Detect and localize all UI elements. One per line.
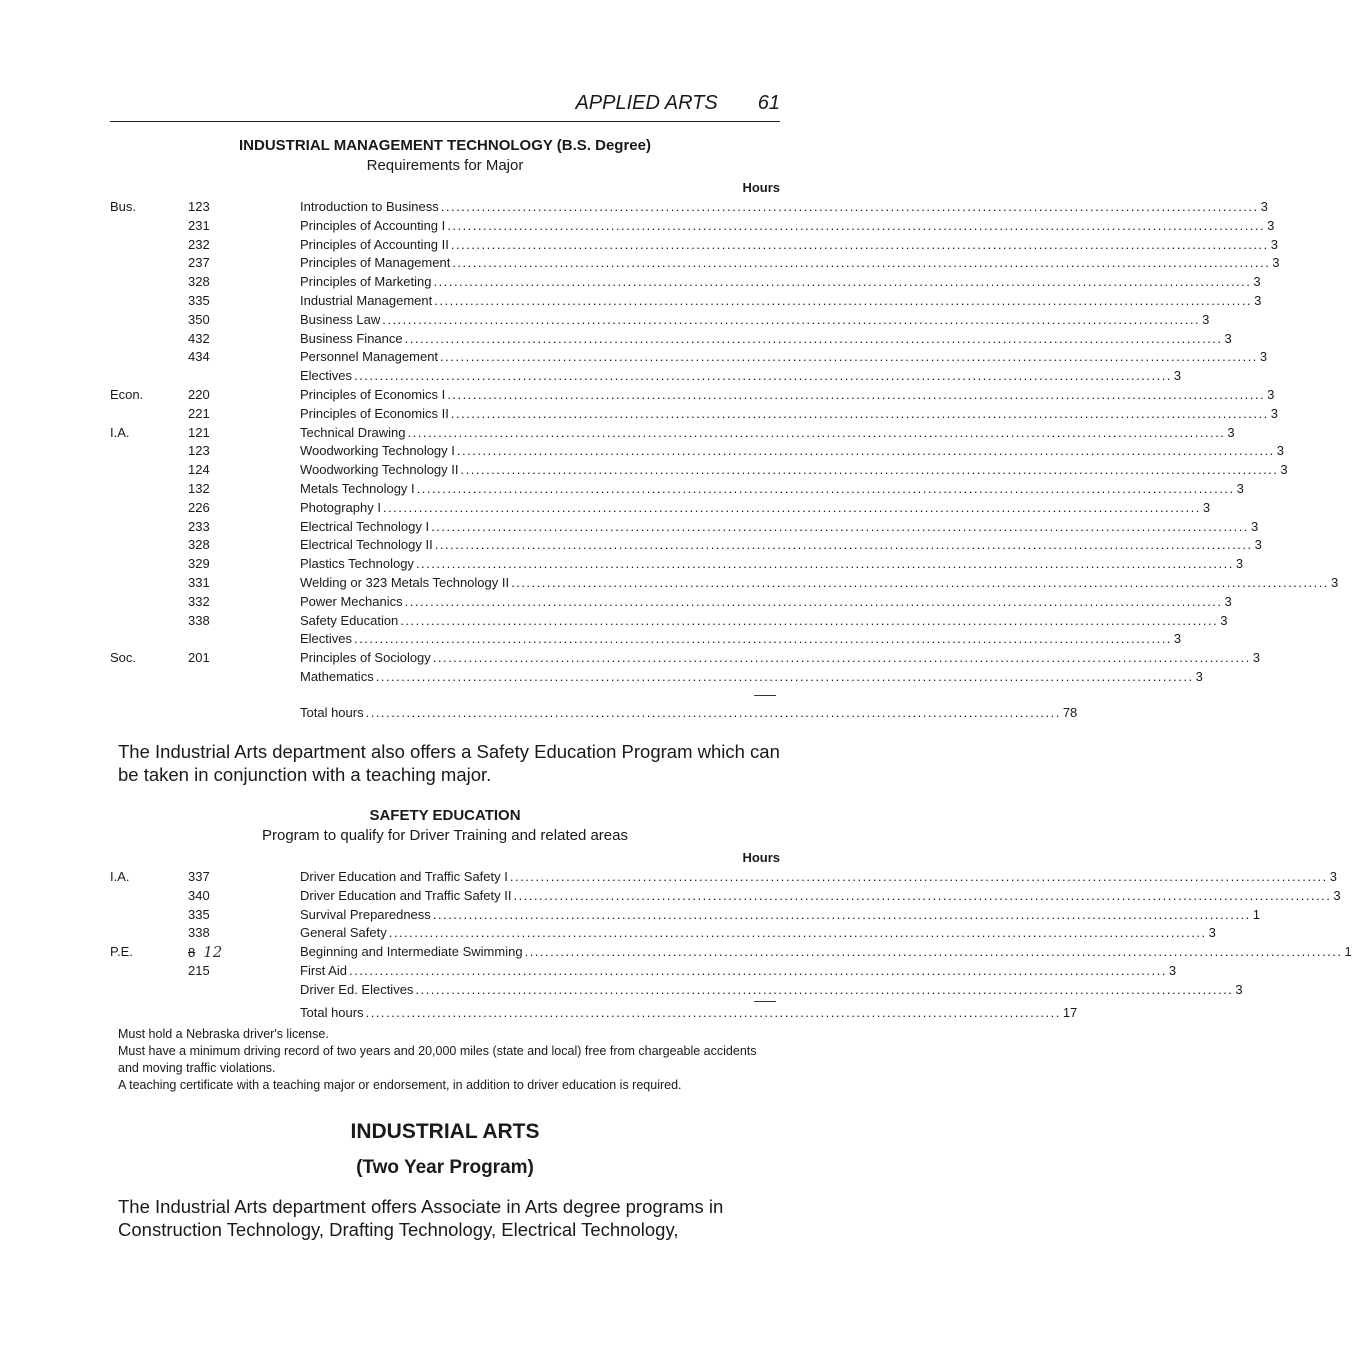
dot-leader: ................................................................................................................................................................ — [432, 650, 1251, 666]
course-entry — [300, 574, 1339, 593]
department-code: Econ. — [110, 386, 144, 402]
industrial-arts-subtitle: (Two Year Program) — [356, 1157, 534, 1178]
safety-total-rule — [754, 1001, 776, 1002]
course-title: Driver Ed. Electives — [300, 981, 414, 997]
imt-total-row: Total hours ........................................................................................................................................ 78 — [110, 704, 780, 723]
course-row — [110, 236, 1278, 255]
course-number-struck: 8 — [188, 945, 196, 961]
course-number: 221 — [188, 405, 210, 421]
course-number-handwritten: 12 — [203, 943, 223, 962]
credit-hours: 3 — [1276, 443, 1285, 459]
course-row — [110, 461, 1288, 480]
course-title: Metals Technology I — [300, 480, 415, 496]
course-entry — [300, 217, 1275, 236]
dot-leader: ................................................................................................................................................................ — [434, 537, 1253, 553]
course-number — [188, 943, 228, 963]
dot-leader: ................................................................................................................................................................ — [415, 556, 1234, 572]
credit-hours: 3 — [1252, 650, 1260, 666]
course-row — [110, 386, 1275, 405]
course-entry — [300, 236, 1278, 255]
course-number: 123 — [188, 443, 210, 459]
imt-total-label: Total hours — [300, 705, 364, 720]
imt-subtitle: Requirements for Major — [366, 157, 524, 174]
course-title: Safety Education — [300, 612, 399, 628]
credit-hours: 3 — [1333, 887, 1341, 903]
dot-leader: ................................................................................................................................................................ — [382, 499, 1201, 515]
course-entry — [300, 292, 1262, 311]
dot-leader: ................................................................................................................................................................ — [407, 424, 1226, 440]
course-number: 121 — [188, 424, 210, 440]
safety-course-table — [110, 868, 1352, 1000]
course-row — [110, 668, 1203, 687]
credit-hours: 3 — [1224, 330, 1232, 346]
dot-leader: ................................................................................................................................................................ — [388, 925, 1207, 941]
course-number: 328 — [188, 274, 210, 290]
credit-hours: 3 — [1195, 668, 1203, 684]
department-code: I.A. — [110, 869, 130, 884]
credit-hours: 3 — [1260, 199, 1268, 214]
department-code: I.A. — [110, 424, 130, 440]
course-number: 237 — [188, 255, 210, 271]
dot-leader: ................................................................................................................................................................ — [432, 906, 1251, 922]
course-title: Business Finance — [300, 330, 403, 346]
course-number: 338 — [188, 925, 210, 941]
safety-intro-paragraph: The Industrial Arts department also offers a Safety Education Program which can be taken in conjunction with a teaching major. — [118, 741, 780, 785]
credit-hours: 3 — [1270, 405, 1278, 421]
credit-hours: 3 — [1267, 386, 1275, 402]
course-title: Principles of Economics I — [300, 386, 446, 402]
course-entry — [300, 499, 1211, 518]
course-title: Personnel Management — [300, 349, 439, 365]
course-row — [110, 981, 1243, 1000]
course-title: Business Law — [300, 311, 381, 327]
safety-title: SAFETY EDUCATION — [369, 807, 521, 824]
course-number: 335 — [188, 906, 210, 922]
dot-leader: ................................................................................................................................................................ — [460, 462, 1279, 478]
course-row — [110, 480, 1244, 499]
course-row — [110, 943, 1352, 962]
two-year-paragraph: The Industrial Arts department offers Associate in Arts degree programs in Construction Technology, Drafting Technology, Electrical Technology, — [118, 1196, 724, 1240]
course-title: Principles of Accounting II — [300, 236, 449, 252]
course-number: 215 — [188, 962, 210, 978]
dot-leader: ................................................................................................................................................................ — [509, 869, 1328, 884]
course-entry — [300, 273, 1261, 292]
course-entry — [300, 311, 1210, 330]
safety-total-hours: 17 — [1062, 1005, 1078, 1020]
department-code: Bus. — [110, 199, 137, 214]
course-row — [110, 424, 1235, 443]
credit-hours: 3 — [1173, 631, 1182, 647]
course-entry — [300, 424, 1235, 443]
course-entry — [300, 943, 1352, 962]
course-number: 338 — [188, 612, 210, 628]
course-title: Beginning and Intermediate Swimming — [300, 944, 523, 960]
credit-hours: 3 — [1220, 612, 1228, 628]
course-number: 231 — [188, 217, 210, 233]
course-number: 328 — [188, 537, 210, 553]
course-title: First Aid — [300, 962, 347, 978]
dot-leader: ................................................................................................................................................................ — [524, 944, 1343, 960]
course-title: Principles of Sociology — [300, 650, 431, 666]
course-number: 340 — [188, 887, 210, 903]
course-title: Principles of Economics II — [300, 405, 449, 421]
course-row — [110, 574, 1339, 593]
credit-hours: 3 — [1330, 574, 1339, 590]
course-row — [110, 649, 1260, 668]
course-title: Photography I — [300, 499, 381, 515]
dot-leader: ................................................................................................................................................................ — [400, 612, 1219, 628]
course-number: 124 — [188, 462, 210, 478]
course-title: Principles of Accounting I — [300, 217, 446, 233]
running-title: APPLIED ARTS — [575, 92, 718, 114]
course-title: Driver Education and Traffic Safety II — [300, 887, 512, 903]
course-number: 350 — [188, 311, 210, 327]
course-title: Plastics Technology — [300, 556, 414, 572]
dot-leader: ................................................................................................................................................................ — [456, 443, 1275, 459]
course-row — [110, 499, 1211, 518]
dot-leader: ................................................................................................................................................................ — [431, 518, 1249, 534]
dot-leader: ................................................................................................................................................................ — [452, 255, 1271, 271]
department-code: P.E. — [110, 944, 133, 960]
course-title: Driver Education and Traffic Safety I — [300, 869, 508, 884]
course-row — [110, 555, 1244, 574]
course-title: Principles of Marketing — [300, 274, 432, 290]
dot-leader: ................................................................................................................................................................ — [354, 368, 1172, 384]
credit-hours: 3 — [1270, 236, 1278, 252]
safety-total-row: Total hours ........................................................................................................................................ 17 — [110, 1004, 780, 1023]
credit-hours: 3 — [1202, 499, 1211, 515]
course-entry — [300, 518, 1259, 537]
course-entry — [300, 330, 1232, 349]
course-row — [110, 348, 1268, 367]
credit-hours: 3 — [1168, 962, 1177, 978]
course-entry — [300, 367, 1182, 386]
course-row — [110, 292, 1262, 311]
credit-hours: 3 — [1224, 593, 1232, 609]
course-entry — [300, 386, 1275, 405]
course-number: 432 — [188, 330, 210, 346]
course-entry — [300, 442, 1285, 461]
course-entry — [300, 461, 1288, 480]
course-entry — [300, 868, 1337, 887]
course-row — [110, 536, 1262, 555]
course-row — [110, 924, 1216, 943]
dot-leader: ................................................................................................................................................................ — [450, 405, 1269, 421]
course-title: Woodworking Technology II — [300, 462, 459, 478]
imt-hours-heading: Hours — [742, 180, 780, 195]
dot-leader: ................................................................................................................................................................ — [375, 668, 1194, 684]
course-title: Electrical Technology II — [300, 537, 433, 553]
course-title: General Safety — [300, 925, 387, 941]
course-row — [110, 887, 1341, 906]
dot-leader: ................................................................................................................................................................ — [440, 199, 1259, 214]
course-row — [110, 254, 1280, 273]
header-rule — [110, 121, 780, 122]
imt-course-table — [110, 198, 1339, 687]
credit-hours: 3 — [1235, 981, 1243, 997]
credit-hours: 3 — [1173, 368, 1182, 384]
course-title: Electrical Technology I — [300, 518, 430, 534]
course-entry — [300, 480, 1244, 499]
course-title: Welding or 323 Metals Technology II — [300, 574, 510, 590]
course-entry — [300, 887, 1341, 906]
course-title: Technical Drawing — [300, 424, 406, 440]
dot-leader: ................................................................................................................................................................ — [440, 349, 1258, 365]
dot-leader: ................................................................................................................................................................ — [348, 962, 1167, 978]
course-entry — [300, 962, 1177, 981]
dot-leader: ................................................................................................................................................................ — [415, 981, 1234, 997]
course-title: Woodworking Technology I — [300, 443, 455, 459]
safety-subtitle: Program to qualify for Driver Training and related areas — [261, 827, 628, 844]
course-row — [110, 217, 1275, 236]
course-row — [110, 593, 1232, 612]
credit-hours: 3 — [1280, 462, 1288, 478]
course-row — [110, 518, 1259, 537]
course-number: 337 — [188, 869, 210, 884]
course-entry — [300, 906, 1260, 925]
course-number: 233 — [188, 518, 210, 534]
credit-hours: 1 — [1344, 944, 1352, 960]
course-row — [110, 630, 1182, 649]
note-driving-record: Must have a minimum driving record of two years and 20,000 miles (state and local) free from chargeable accidents and moving traffic violations. — [118, 1044, 757, 1075]
department-code: Soc. — [110, 650, 137, 666]
course-row — [110, 311, 1210, 330]
dot-leader: ................................................................................................................................................................ — [433, 274, 1252, 290]
course-entry — [300, 612, 1228, 631]
note-license: Must hold a Nebraska driver's license. — [118, 1027, 329, 1041]
course-title: Survival Preparedness — [300, 906, 431, 922]
dot-leader: ................................................................................................................................................................ — [434, 292, 1253, 308]
dot-leader: ................................................................................................................................................................ — [447, 386, 1266, 402]
credit-hours: 3 — [1227, 424, 1235, 440]
course-number: 201 — [188, 650, 210, 666]
course-title: Power Mechanics — [300, 593, 403, 609]
course-row — [110, 198, 1268, 217]
credit-hours: 3 — [1236, 480, 1244, 496]
course-entry — [300, 536, 1262, 555]
course-title: Industrial Management — [300, 292, 433, 308]
course-entry — [300, 405, 1278, 424]
dot-leader: ................................................................................................................................................................ — [513, 887, 1332, 903]
course-title: Electives — [300, 631, 353, 647]
course-number: 132 — [188, 480, 210, 496]
course-row — [110, 367, 1182, 386]
dot-leader: ................................................................................................................................................................ — [404, 330, 1223, 346]
credit-hours: 3 — [1329, 869, 1337, 884]
course-row — [110, 868, 1337, 887]
course-title: Electives — [300, 368, 353, 384]
course-number: 332 — [188, 593, 210, 609]
course-number: 220 — [188, 386, 210, 402]
credit-hours: 3 — [1259, 349, 1268, 365]
dot-leader: ................................................................................................................................................................ — [416, 480, 1235, 496]
course-entry — [300, 348, 1268, 367]
dot-leader: ................................................................................................................................................................ — [404, 593, 1223, 609]
imt-total-hours: 78 — [1062, 705, 1078, 720]
dot-leader: ................................................................................................................................................................ — [511, 574, 1329, 590]
note-teaching-certificate: A teaching certificate with a teaching major or endorsement, in addition to driver education is required. — [118, 1078, 682, 1092]
course-entry — [300, 630, 1182, 649]
industrial-arts-title: INDUSTRIAL ARTS — [350, 1120, 540, 1143]
page-number: 61 — [757, 92, 780, 114]
course-entry — [300, 593, 1232, 612]
credit-hours: 3 — [1235, 556, 1244, 572]
course-entry — [300, 198, 1268, 217]
course-number: 329 — [188, 556, 210, 572]
course-number: 123 — [188, 199, 210, 214]
course-number: 335 — [188, 292, 210, 308]
course-row — [110, 906, 1260, 925]
credit-hours: 3 — [1254, 537, 1262, 553]
course-number: 434 — [188, 349, 210, 365]
credit-hours: 3 — [1272, 255, 1280, 271]
credit-hours: 3 — [1208, 925, 1216, 941]
credit-hours: 3 — [1253, 274, 1261, 290]
course-title: Principles of Management — [300, 255, 451, 271]
dot-leader: ................................................................................................................................................................ — [450, 236, 1269, 252]
dot-leader: ................................................................................................................................................................ — [382, 311, 1201, 327]
safety-total-label: Total hours — [300, 1005, 364, 1020]
course-row — [110, 273, 1261, 292]
course-row — [110, 330, 1232, 349]
course-title: Mathematics — [300, 668, 374, 684]
page-header — [110, 92, 780, 120]
credit-hours: 3 — [1202, 311, 1210, 327]
course-entry — [300, 668, 1203, 687]
dot-leader: ................................................................................................................................................................ — [447, 217, 1266, 233]
course-entry — [300, 254, 1280, 273]
safety-notes — [118, 1026, 780, 1094]
course-number: 331 — [188, 574, 210, 590]
credit-hours: 3 — [1251, 518, 1259, 534]
course-entry — [300, 981, 1243, 1000]
course-row — [110, 612, 1228, 631]
imt-title: INDUSTRIAL MANAGEMENT TECHNOLOGY (B.S. Degree) — [239, 137, 651, 154]
credit-hours: 3 — [1267, 217, 1275, 233]
course-row — [110, 442, 1285, 461]
safety-hours-heading: Hours — [742, 850, 780, 865]
course-entry — [300, 649, 1260, 668]
course-number: 226 — [188, 499, 210, 515]
course-entry — [300, 555, 1244, 574]
dot-leader: ................................................................................................................................................................ — [354, 631, 1172, 647]
credit-hours: 1 — [1252, 906, 1260, 922]
course-row — [110, 962, 1177, 981]
course-row — [110, 405, 1278, 424]
course-number: 232 — [188, 236, 210, 252]
course-title: Introduction to Business — [300, 199, 439, 214]
course-entry — [300, 924, 1216, 943]
imt-total-rule — [754, 695, 776, 696]
credit-hours: 3 — [1254, 292, 1262, 308]
